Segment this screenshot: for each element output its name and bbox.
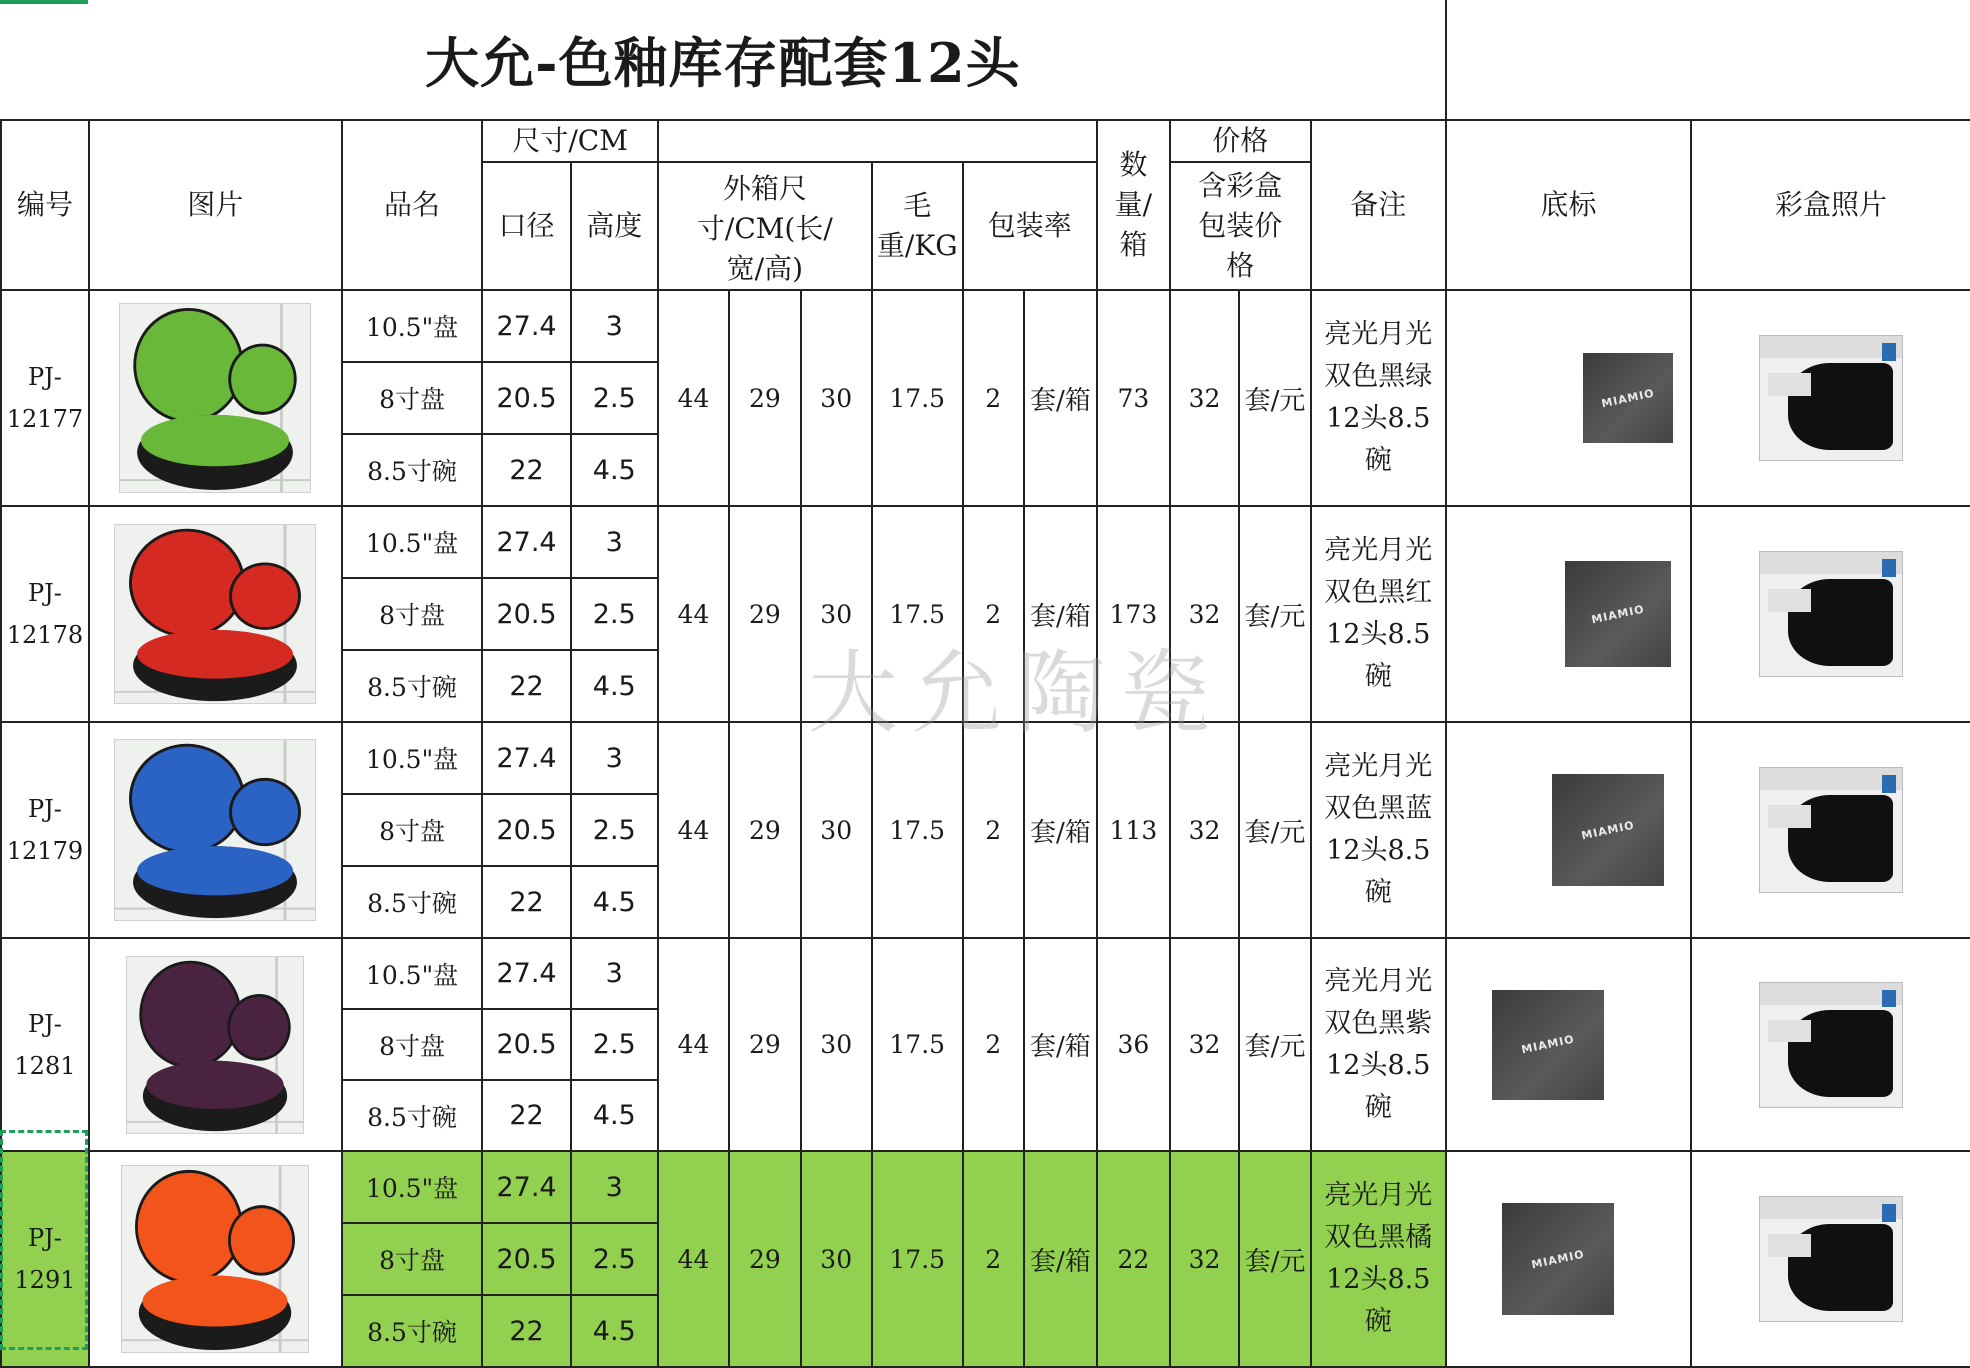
cell-height[interactable]: 4.5 bbox=[571, 866, 658, 938]
cell-item-name[interactable]: 8.5寸碗 bbox=[342, 1080, 483, 1151]
box-badge bbox=[1882, 990, 1896, 1007]
cell-carton-width[interactable]: 29 bbox=[729, 506, 800, 722]
header-bottom-mark[interactable]: 底标 bbox=[1446, 120, 1691, 290]
cell-item-name[interactable]: 10.5"盘 bbox=[342, 290, 483, 362]
cell-weight[interactable]: 17.5 bbox=[872, 938, 963, 1151]
cell-pack-unit[interactable]: 套/箱 bbox=[1024, 506, 1097, 722]
cell-remark[interactable]: 亮光月光双色黑紫12头8.5碗 bbox=[1311, 938, 1446, 1151]
bottom-mark-photo bbox=[1565, 561, 1671, 667]
box-lid bbox=[1760, 1197, 1902, 1219]
cell-remark[interactable]: 亮光月光双色黑蓝12头8.5碗 bbox=[1311, 722, 1446, 938]
cell-price[interactable]: 32 bbox=[1170, 938, 1240, 1151]
cell-item-name[interactable]: 8寸盘 bbox=[342, 578, 483, 650]
plate-set-image bbox=[115, 525, 315, 703]
cell-price[interactable]: 32 bbox=[1170, 290, 1240, 506]
cell-item-name[interactable]: 8寸盘 bbox=[342, 794, 483, 866]
bottom-mark-photo bbox=[1552, 774, 1664, 886]
cell-code[interactable]: PJ-1281 bbox=[1, 938, 89, 1151]
cell-diameter[interactable]: 20.5 bbox=[482, 362, 570, 434]
bottom-mark-text: MIAMIO bbox=[1600, 386, 1657, 410]
cell-price-unit[interactable]: 套/元 bbox=[1239, 506, 1310, 722]
cell-height[interactable]: 3 bbox=[571, 722, 658, 794]
cell-height[interactable]: 3 bbox=[571, 506, 658, 578]
cell-bottom-mark[interactable] bbox=[1446, 938, 1691, 1151]
empty-cell[interactable] bbox=[1446, 0, 1970, 120]
cell-pack-number[interactable]: 2 bbox=[963, 938, 1024, 1151]
bottom-mark-text: MIAMIO bbox=[1580, 818, 1637, 842]
cell-remark[interactable]: 亮光月光双色黑橘12头8.5碗 bbox=[1311, 1151, 1446, 1367]
cell-height[interactable]: 2.5 bbox=[571, 1223, 658, 1295]
table-row bbox=[1, 506, 1970, 578]
cell-bottom-mark[interactable] bbox=[1446, 290, 1691, 506]
cell-carton-width[interactable]: 29 bbox=[729, 938, 800, 1151]
cell-diameter[interactable]: 27.4 bbox=[482, 290, 570, 362]
cell-price-unit[interactable]: 套/元 bbox=[1239, 1151, 1310, 1367]
product-photo bbox=[119, 303, 311, 493]
cell-weight[interactable]: 17.5 bbox=[872, 506, 963, 722]
cell-picture[interactable] bbox=[89, 722, 342, 938]
cell-weight[interactable]: 17.5 bbox=[872, 290, 963, 506]
box-label bbox=[1768, 805, 1811, 827]
cell-remark[interactable]: 亮光月光双色黑红12头8.5碗 bbox=[1311, 506, 1446, 722]
product-photo bbox=[121, 1165, 309, 1353]
box-label bbox=[1768, 589, 1811, 611]
header-weight[interactable]: 毛重/KG bbox=[872, 162, 963, 290]
cell-bottom-mark[interactable] bbox=[1446, 722, 1691, 938]
cell-diameter[interactable]: 27.4 bbox=[482, 506, 570, 578]
cell-carton-height[interactable]: 30 bbox=[801, 1151, 872, 1367]
box-lid bbox=[1760, 768, 1902, 790]
cell-item-name[interactable]: 10.5"盘 bbox=[342, 1151, 483, 1223]
header-qty[interactable]: 数量/箱 bbox=[1097, 120, 1170, 290]
header-size[interactable]: 尺寸/CM bbox=[482, 120, 657, 162]
cell-item-name[interactable]: 8寸盘 bbox=[342, 362, 483, 434]
cell-diameter[interactable]: 22 bbox=[482, 1295, 570, 1367]
cell-carton-height[interactable]: 30 bbox=[801, 938, 872, 1151]
cell-carton-length[interactable]: 44 bbox=[658, 290, 729, 506]
cell-picture[interactable] bbox=[89, 290, 342, 506]
box-label bbox=[1768, 1020, 1811, 1042]
cell-pack-number[interactable]: 2 bbox=[963, 506, 1024, 722]
cell-bottom-mark[interactable] bbox=[1446, 1151, 1691, 1367]
cell-price[interactable]: 32 bbox=[1170, 1151, 1240, 1367]
cell-height[interactable]: 3 bbox=[571, 1151, 658, 1223]
box-lid bbox=[1760, 983, 1902, 1005]
cell-code[interactable]: PJ-12179 bbox=[1, 722, 89, 938]
cell-height[interactable]: 4.5 bbox=[571, 650, 658, 722]
cell-carton-height[interactable]: 30 bbox=[801, 722, 872, 938]
cell-height[interactable]: 2.5 bbox=[571, 1009, 658, 1080]
header-price-sub[interactable]: 含彩盒包装价格 bbox=[1170, 162, 1311, 290]
cell-pack-unit[interactable]: 套/箱 bbox=[1024, 722, 1097, 938]
table-row bbox=[1, 1151, 1970, 1223]
cell-picture[interactable] bbox=[89, 1151, 342, 1367]
bottom-mark-text: MIAMIO bbox=[1590, 602, 1647, 626]
cell-item-name[interactable]: 8.5寸碗 bbox=[342, 650, 483, 722]
cell-box-photo[interactable] bbox=[1691, 506, 1970, 722]
cell-height[interactable]: 4.5 bbox=[571, 434, 658, 506]
cell-diameter[interactable]: 20.5 bbox=[482, 794, 570, 866]
cell-carton-width[interactable]: 29 bbox=[729, 722, 800, 938]
box-lid bbox=[1760, 552, 1902, 574]
cell-height[interactable]: 4.5 bbox=[571, 1295, 658, 1367]
color-box-photo bbox=[1759, 335, 1903, 461]
table-row bbox=[1, 938, 1970, 1009]
cell-diameter[interactable]: 20.5 bbox=[482, 1223, 570, 1295]
cell-carton-length[interactable]: 44 bbox=[658, 938, 729, 1151]
cell-remark[interactable]: 亮光月光双色黑绿12头8.5碗 bbox=[1311, 290, 1446, 506]
cell-weight[interactable]: 17.5 bbox=[872, 1151, 963, 1367]
cell-pack-number[interactable]: 2 bbox=[963, 722, 1024, 938]
cell-diameter[interactable]: 27.4 bbox=[482, 938, 570, 1009]
plate-set-image bbox=[115, 740, 315, 920]
cell-diameter[interactable]: 22 bbox=[482, 650, 570, 722]
cell-price[interactable]: 32 bbox=[1170, 506, 1240, 722]
header-price[interactable]: 价格 bbox=[1170, 120, 1311, 162]
header-diameter[interactable]: 口径 bbox=[482, 162, 570, 290]
header-remark[interactable]: 备注 bbox=[1311, 120, 1446, 290]
cell-bottom-mark[interactable] bbox=[1446, 506, 1691, 722]
cell-box-photo[interactable] bbox=[1691, 722, 1970, 938]
table-row bbox=[1, 290, 1970, 362]
cell-diameter[interactable]: 22 bbox=[482, 866, 570, 938]
cell-code[interactable]: PJ-12177 bbox=[1, 290, 89, 506]
cell-qty[interactable]: 73 bbox=[1097, 290, 1170, 506]
box-badge bbox=[1882, 1204, 1896, 1221]
header-name[interactable]: 品名 bbox=[342, 120, 483, 290]
cell-carton-height[interactable]: 30 bbox=[801, 506, 872, 722]
header-blank[interactable] bbox=[658, 120, 1097, 162]
box-label bbox=[1768, 373, 1811, 395]
cell-box-photo[interactable] bbox=[1691, 290, 1970, 506]
box-label bbox=[1768, 1234, 1811, 1256]
color-box-photo bbox=[1759, 767, 1903, 893]
plate-set-image bbox=[127, 957, 303, 1133]
cell-box-photo[interactable] bbox=[1691, 938, 1970, 1151]
bottom-mark-text: MIAMIO bbox=[1530, 1247, 1587, 1271]
header-carton[interactable]: 外箱尺寸/CM(长/宽/高) bbox=[658, 162, 872, 290]
cell-pack-unit[interactable]: 套/箱 bbox=[1024, 1151, 1097, 1367]
cell-picture[interactable] bbox=[89, 938, 342, 1151]
product-photo bbox=[114, 739, 316, 921]
cell-item-name[interactable]: 8寸盘 bbox=[342, 1009, 483, 1080]
cell-weight[interactable]: 17.5 bbox=[872, 722, 963, 938]
cell-qty[interactable]: 36 bbox=[1097, 938, 1170, 1151]
cell-carton-length[interactable]: 44 bbox=[658, 1151, 729, 1367]
header-code[interactable]: 编号 bbox=[1, 120, 89, 290]
cell-item-name[interactable]: 10.5"盘 bbox=[342, 938, 483, 1009]
bottom-mark-photo bbox=[1502, 1203, 1614, 1315]
cell-picture[interactable] bbox=[89, 506, 342, 722]
cell-height[interactable]: 2.5 bbox=[571, 362, 658, 434]
header-box-photo[interactable]: 彩盒照片 bbox=[1691, 120, 1970, 290]
cell-pack-unit[interactable]: 套/箱 bbox=[1024, 290, 1097, 506]
watermark: 大允陶瓷 bbox=[808, 641, 1224, 746]
cell-box-photo[interactable] bbox=[1691, 1151, 1970, 1367]
table-row bbox=[1, 722, 1970, 794]
bottom-mark-photo bbox=[1492, 990, 1604, 1100]
cell-height[interactable]: 3 bbox=[571, 938, 658, 1009]
cell-item-name[interactable]: 8.5寸碗 bbox=[342, 434, 483, 506]
color-box-photo bbox=[1759, 982, 1903, 1108]
color-box-photo bbox=[1759, 551, 1903, 677]
box-badge bbox=[1882, 775, 1896, 792]
cell-qty[interactable]: 173 bbox=[1097, 506, 1170, 722]
cell-carton-width[interactable]: 29 bbox=[729, 290, 800, 506]
header-pack-rate[interactable]: 包装率 bbox=[963, 162, 1097, 290]
cell-height[interactable]: 3 bbox=[571, 290, 658, 362]
cell-height[interactable]: 4.5 bbox=[571, 1080, 658, 1151]
cell-price-unit[interactable]: 套/元 bbox=[1239, 938, 1310, 1151]
cell-price[interactable]: 32 bbox=[1170, 722, 1240, 938]
cell-height[interactable]: 2.5 bbox=[571, 794, 658, 866]
cell-diameter[interactable]: 22 bbox=[482, 434, 570, 506]
cell-diameter[interactable]: 27.4 bbox=[482, 1151, 570, 1223]
product-photo bbox=[126, 956, 304, 1134]
cell-pack-unit[interactable]: 套/箱 bbox=[1024, 938, 1097, 1151]
cell-diameter[interactable]: 22 bbox=[482, 1080, 570, 1151]
cell-code[interactable]: PJ-1291 bbox=[1, 1151, 89, 1367]
cell-carton-height[interactable]: 30 bbox=[801, 290, 872, 506]
box-badge bbox=[1882, 343, 1896, 360]
header-height[interactable]: 高度 bbox=[571, 162, 658, 290]
cell-carton-length[interactable]: 44 bbox=[658, 722, 729, 938]
cell-carton-width[interactable]: 29 bbox=[729, 1151, 800, 1367]
cell-price-unit[interactable]: 套/元 bbox=[1239, 722, 1310, 938]
cell-item-name[interactable]: 8.5寸碗 bbox=[342, 1295, 483, 1367]
header-picture[interactable]: 图片 bbox=[89, 120, 342, 290]
color-box-photo bbox=[1759, 1196, 1903, 1322]
cell-item-name[interactable]: 8寸盘 bbox=[342, 1223, 483, 1295]
cell-item-name[interactable]: 8.5寸碗 bbox=[342, 866, 483, 938]
bottom-mark-photo bbox=[1583, 353, 1673, 443]
box-badge bbox=[1882, 559, 1896, 576]
product-photo bbox=[114, 524, 316, 704]
cell-item-name[interactable]: 10.5"盘 bbox=[342, 722, 483, 794]
box-lid bbox=[1760, 336, 1902, 358]
cell-qty[interactable]: 113 bbox=[1097, 722, 1170, 938]
cell-qty[interactable]: 22 bbox=[1097, 1151, 1170, 1367]
cell-pack-number[interactable]: 2 bbox=[963, 1151, 1024, 1367]
plate-set-image bbox=[120, 304, 310, 492]
bottom-mark-text: MIAMIO bbox=[1520, 1032, 1577, 1057]
cell-diameter[interactable]: 20.5 bbox=[482, 578, 570, 650]
cell-diameter[interactable]: 27.4 bbox=[482, 722, 570, 794]
cell-pack-number[interactable]: 2 bbox=[963, 290, 1024, 506]
cell-code[interactable]: PJ-12178 bbox=[1, 506, 89, 722]
sheet-title[interactable]: 大允-色釉库存配套12头 bbox=[1, 0, 1446, 120]
cell-diameter[interactable]: 20.5 bbox=[482, 1009, 570, 1080]
cell-height[interactable]: 2.5 bbox=[571, 578, 658, 650]
cell-item-name[interactable]: 10.5"盘 bbox=[342, 506, 483, 578]
cell-price-unit[interactable]: 套/元 bbox=[1239, 290, 1310, 506]
cell-carton-length[interactable]: 44 bbox=[658, 506, 729, 722]
plate-set-image bbox=[122, 1166, 308, 1352]
